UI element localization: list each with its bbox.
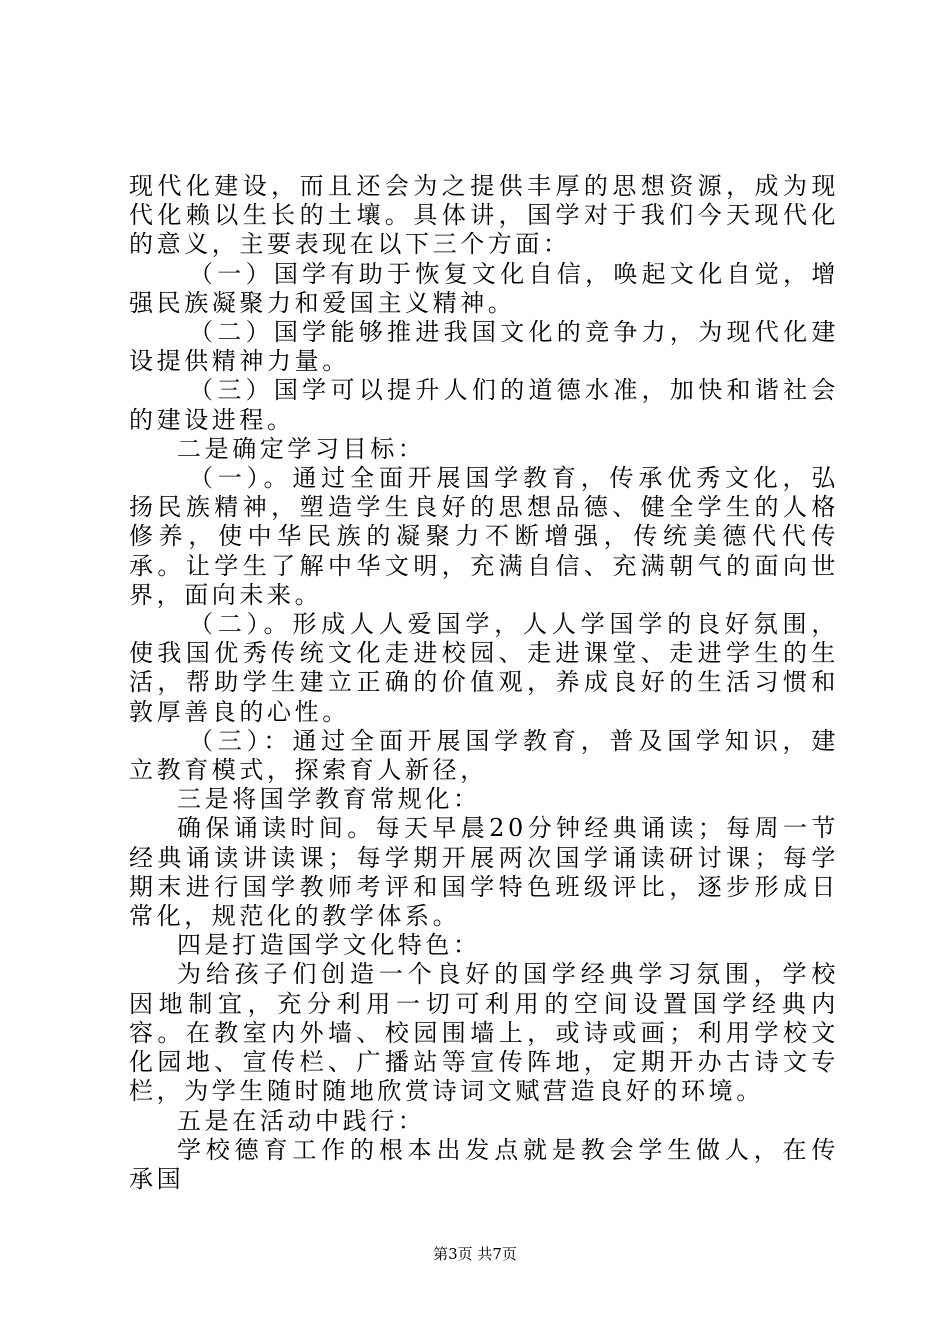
paragraph: 学校德育工作的根本出发点就是教会学生做人，在传承国	[129, 1135, 839, 1193]
page-number-footer: 第3页 共7页	[433, 1245, 517, 1263]
paragraph: （二）。形成人人爱国学，人人学国学的良好氛围，使我国优秀传统文化走进校园、走进课堂、走进学生的生活，帮助学生建立正确的价值观，养成良好的生活习惯和敦厚善良的心性。	[129, 610, 839, 726]
paragraph: （三）国学可以提升人们的道德水准，加快和谐社会的建设进程。	[129, 376, 839, 434]
section-heading: 三是将国学教育常规化：	[177, 785, 481, 814]
paragraph: （一）。通过全面开展国学教育，传承优秀文化，弘扬民族精神，塑造学生良好的思想品德、健全学生的人格修养，使中华民族的凝聚力不断增强，传统美德代代传承。让学生了解中华文明，充满自信、充满朝气的面向世界，面向未来。	[129, 464, 839, 609]
section-heading: 二是确定学习目标：	[177, 434, 426, 463]
paragraph: （一）国学有助于恢复文化自信，唤起文化自觉，增强民族凝聚力和爱国主义精神。	[129, 259, 839, 317]
document-body	[129, 172, 839, 1194]
paragraph: （二）国学能够推进我国文化的竞争力，为现代化建设提供精神力量。	[129, 318, 839, 376]
paragraph: （三）：通过全面开展国学教育，普及国学知识，建立教育模式，探索育人新径，	[129, 726, 839, 785]
paragraph: 确保诵读时间。每天早晨20分钟经典诵读；每周一节经典诵读讲读课；每学期开展两次国学诵读研讨课；每学期末进行国学教师考评和国学特色班级评比，逐步形成日常化，规范化的教学体系。	[129, 814, 839, 931]
paragraph: 现代化建设，而且还会为之提供丰厚的思想资源，成为现代化赖以生长的土壤。具体讲，国学对于我们今天现代化的意义，主要表现在以下三个方面：	[129, 172, 839, 259]
section-heading: 五是在活动中践行：	[177, 1106, 426, 1135]
section-heading: 四是打造国学文化特色：	[177, 931, 481, 960]
paragraph: 为给孩子们创造一个良好的国学经典学习氛围，学校因地制宜，充分利用一切可利用的空间设置国学经典内容。在教室内外墙、校园围墙上，或诗或画；利用学校文化园地、宣传栏、广播站等宣传阵地，定期开办古诗文专栏，为学生随时随地欣赏诗词文赋营造良好的环境。	[129, 960, 839, 1106]
